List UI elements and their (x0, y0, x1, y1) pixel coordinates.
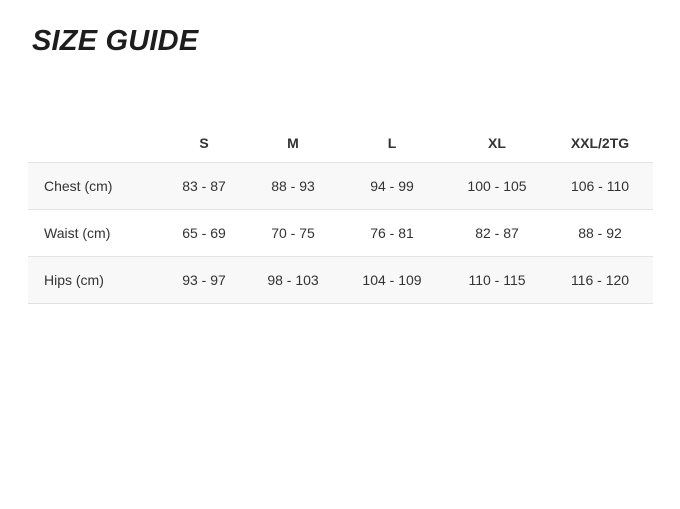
page-title: SIZE GUIDE (32, 25, 199, 57)
size-cell: 106 - 110 (547, 163, 653, 210)
size-cell: 82 - 87 (447, 210, 547, 257)
size-cell: 70 - 75 (249, 210, 337, 257)
row-label: Chest (cm) (28, 163, 159, 210)
size-cell: 110 - 115 (447, 257, 547, 304)
header-cell-empty (28, 126, 159, 163)
row-label: Hips (cm) (28, 257, 159, 304)
size-cell: 88 - 93 (249, 163, 337, 210)
row-label: Waist (cm) (28, 210, 159, 257)
size-cell: 88 - 92 (547, 210, 653, 257)
table-row-waist (28, 210, 653, 257)
size-cell: 65 - 69 (159, 210, 249, 257)
header-cell-m: M (287, 135, 299, 151)
size-cell: 116 - 120 (547, 257, 653, 304)
size-table-header (28, 126, 653, 163)
size-table-body (28, 163, 653, 304)
header-cell-xxl: XXL/2TG (570, 135, 630, 151)
size-guide-table (28, 126, 653, 304)
table-row-chest (28, 163, 653, 210)
size-cell: 98 - 103 (249, 257, 337, 304)
header-cell-s: S (199, 135, 209, 151)
header-cell-xl: XL (488, 135, 506, 151)
size-cell: 104 - 109 (337, 257, 447, 304)
table-row-hips (28, 257, 653, 304)
header-cell-l: L (387, 135, 397, 151)
size-cell: 83 - 87 (159, 163, 249, 210)
size-cell: 94 - 99 (337, 163, 447, 210)
header-row (28, 126, 653, 163)
size-cell: 76 - 81 (337, 210, 447, 257)
size-cell: 100 - 105 (447, 163, 547, 210)
size-cell: 93 - 97 (159, 257, 249, 304)
